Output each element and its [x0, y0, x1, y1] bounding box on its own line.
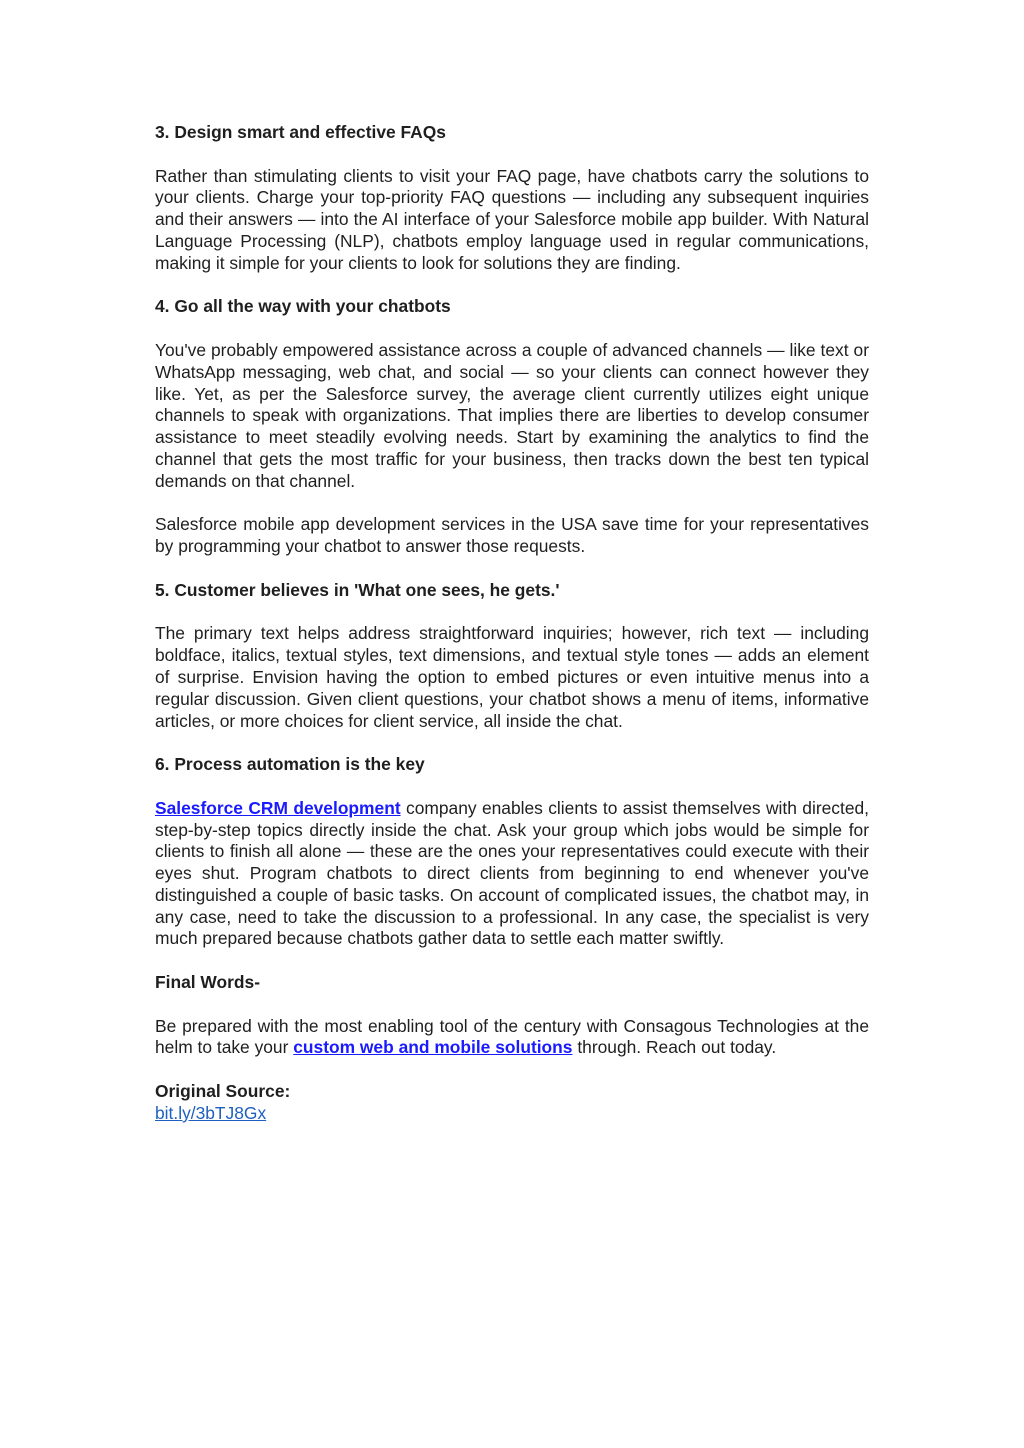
- section-heading-process-automation: 6. Process automation is the key: [155, 754, 425, 775]
- custom-solutions-link[interactable]: custom web and mobile solutions: [293, 1037, 573, 1058]
- paragraph-final-words: [155, 1016, 869, 1060]
- original-source-label: Original Source:: [155, 1081, 291, 1102]
- paragraph-faqs: Rather than stimulating clients to visit your FAQ page, have chatbots carry the solutions to your clients. Charge your top-priority FAQ questions — including any subsequent inquiries and their answers — into the AI interface of your Salesforce mobile app builder. With Natural Language Processing (NLP), chatbots employ language used in regular communications, making it simple for your clients to look for solutions they are finding.: [155, 165, 869, 273]
- paragraph-process-automation-text: company enables clients to assist themselves with directed, step-by-step topics directly inside the chat. Ask your group which jobs would be simple for clients to finish all alone — these are the ones your representatives could execute with their eyes shut. Program chatbots to direct clients from beginning to end whenever you've distinguished a couple of basic tasks. On account of complicated issues, the chatbot may, in any case, need to take the discussion to a professional. In any case, the specialist is very much prepared because chatbots gather data to settle each matter swiftly.: [155, 797, 869, 949]
- section-heading-final-words: Final Words-: [155, 972, 260, 993]
- document-page: [155, 122, 869, 1125]
- section-heading-faqs: 3. Design smart and effective FAQs: [155, 122, 446, 142]
- original-source-link[interactable]: bit.ly/3bTJ8Gx: [155, 1102, 267, 1123]
- paragraph-services: Salesforce mobile app development services in the USA save time for your representatives by programming your chatbot to answer those requests.: [155, 514, 869, 557]
- salesforce-crm-link[interactable]: Salesforce CRM development: [155, 797, 401, 818]
- original-source-line: [155, 1103, 869, 1125]
- final-words-text-before: Be prepared with the most enabling tool of the century with Consagous Technologies at the helm to take your: [155, 1015, 869, 1058]
- paragraph-channels: You've probably empowered assistance across a couple of advanced channels — like text or WhatsApp messaging, web chat, and social — so your clients can connect however they like. Yet, as per the Salesforce survey, the average client currently utilizes eight unique channels to speak with organizations. That implies there are liberties to develop consumer assistance to meet steadily evolving needs. Start by examining the analytics to find the channel that gets the most traffic for your business, then tracks down the best ten typical demands on that channel.: [155, 339, 869, 491]
- paragraph-rich-text: The primary text helps address straightforward inquiries; however, rich text — including boldface, italics, textual styles, text dimensions, and textual style tones — adds an element of surprise. Envision having the option to embed pictures or even intuitive menus into a regular discussion. Given client questions, your chatbot shows a menu of items, informative articles, or more choices for client service, all inside the chat.: [155, 623, 869, 731]
- paragraph-process-automation: [155, 798, 869, 951]
- section-heading-chatbots: 4. Go all the way with your chatbots: [155, 296, 451, 317]
- section-heading-what-one-sees: 5. Customer believes in 'What one sees, he gets.': [155, 579, 560, 600]
- final-words-text-after: through. Reach out today.: [572, 1037, 777, 1058]
